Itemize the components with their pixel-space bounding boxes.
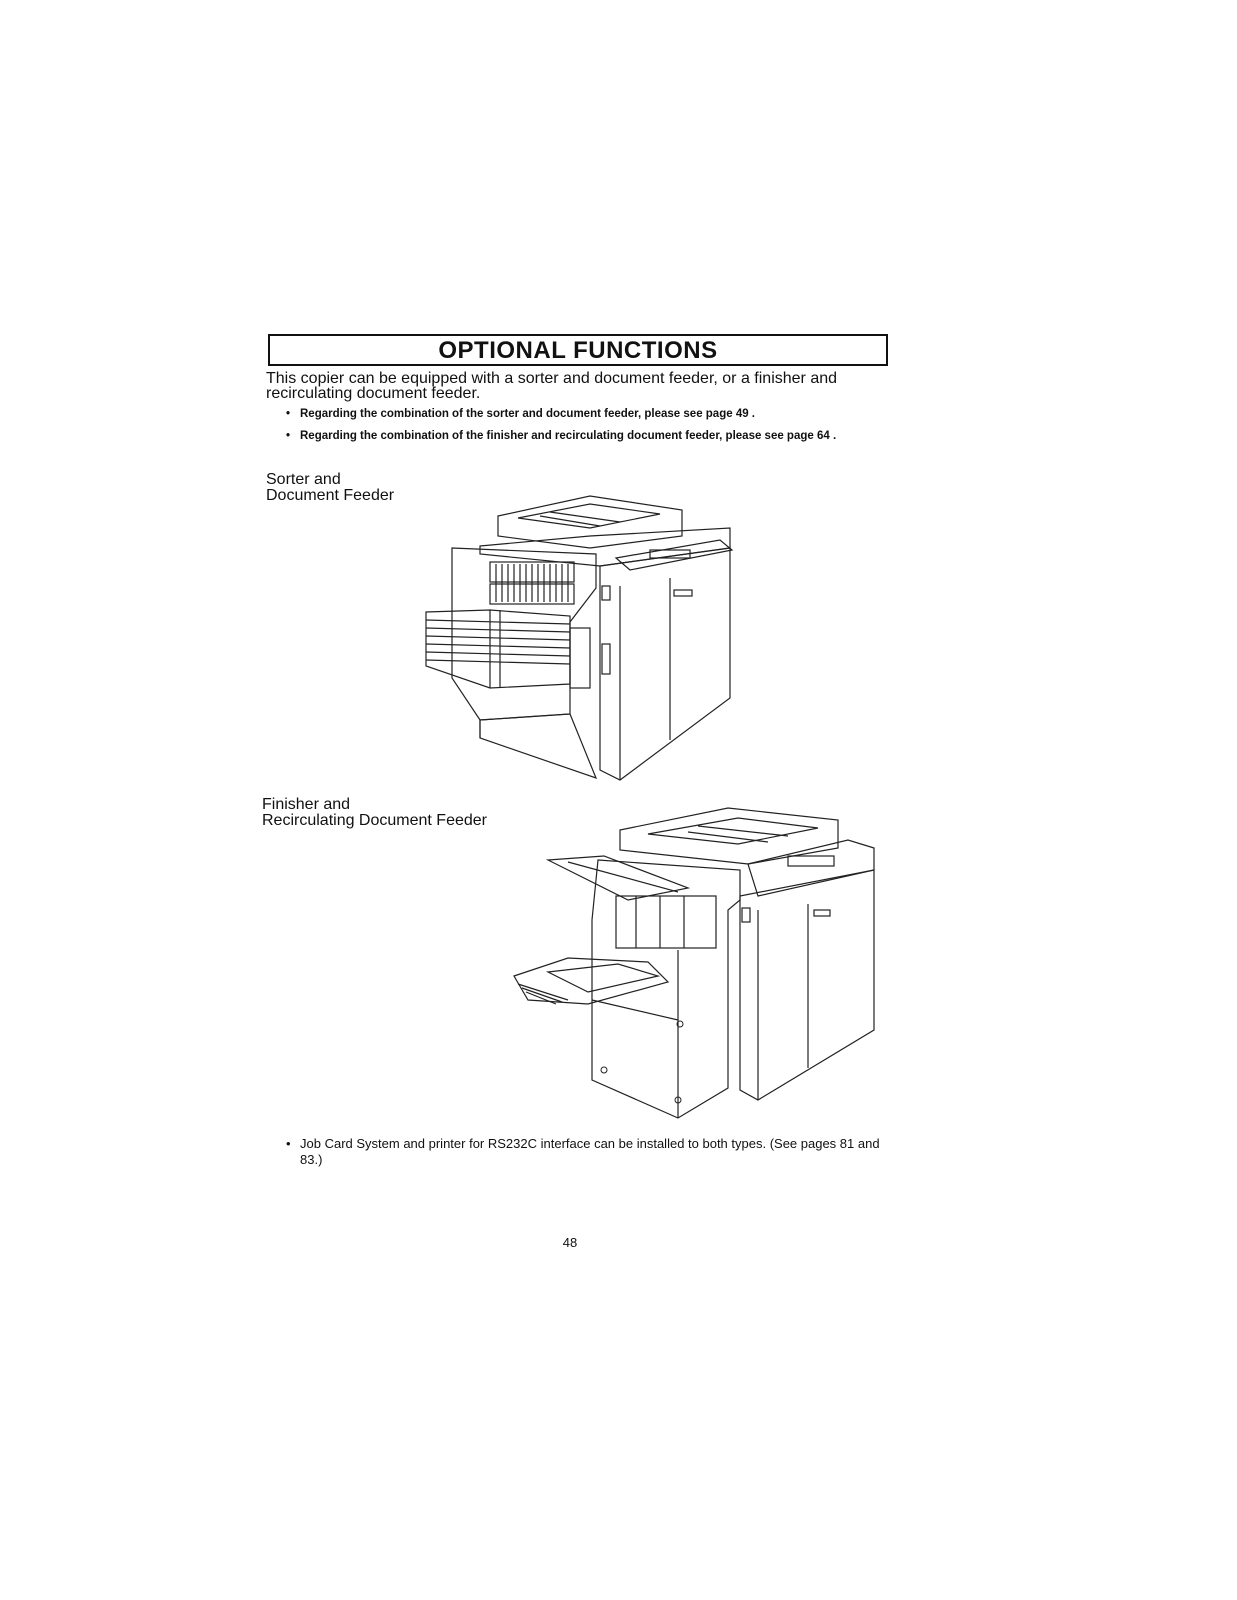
page-title: OPTIONAL FUNCTIONS [438, 337, 718, 364]
finisher-label-line-1: Finisher and [262, 796, 351, 813]
page-number: 48 [562, 1235, 578, 1250]
note-finisher-combination: • Regarding the combination of the finisher and recirculating document feeder, please see page 64 . [286, 429, 896, 443]
finisher-section-label [262, 797, 487, 829]
copier-with-sorter-illustration [420, 488, 750, 788]
footnote-list [286, 1136, 896, 1168]
combination-notes [286, 407, 896, 451]
intro-line-2: recirculating document feeder. [266, 385, 481, 402]
intro-line-1: This copier can be equipped with a sorter and document feeder, or a finisher and [266, 370, 838, 387]
copier-with-finisher-illustration [508, 800, 878, 1120]
intro-paragraph [266, 371, 896, 401]
job-card-note: • Job Card System and printer for RS232C interface can be installed to both types. (See pages 81 and 83.) [286, 1136, 896, 1168]
finisher-label-line-2: Recirculating Document Feeder [262, 812, 487, 829]
sorter-label-line-2: Document Feeder [266, 487, 395, 504]
note-sorter-combination: • Regarding the combination of the sorter and document feeder, please see page 49 . [286, 407, 896, 421]
sorter-label-line-1: Sorter and [266, 471, 341, 488]
sorter-section-label [266, 472, 394, 504]
section-title-box [268, 334, 888, 366]
